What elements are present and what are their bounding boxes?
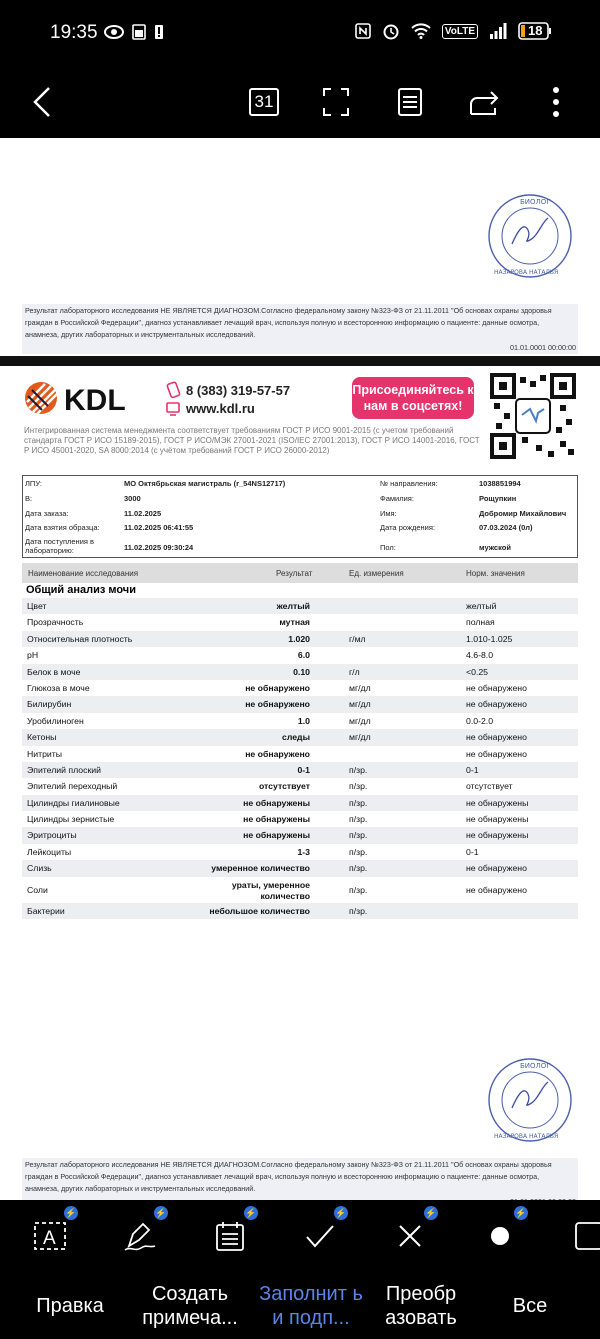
test-result: 6.0 bbox=[297, 650, 310, 661]
viewer-toolbar bbox=[0, 66, 600, 138]
table-row bbox=[22, 877, 578, 903]
test-reference: 0-1 bbox=[466, 764, 479, 775]
test-name: Соли bbox=[27, 884, 48, 895]
calendar-label: 31 bbox=[249, 88, 279, 116]
v-label: В: bbox=[25, 494, 33, 503]
table-row bbox=[22, 598, 578, 614]
fit-screen-icon[interactable] bbox=[314, 80, 358, 124]
test-result: не обнаружены bbox=[243, 797, 310, 808]
lab-phone[interactable] bbox=[166, 382, 290, 398]
test-reference: не обнаружены bbox=[466, 814, 529, 825]
test-result: мутная bbox=[279, 617, 310, 628]
v-value: 3000 bbox=[124, 494, 141, 503]
lpu-value: МО Октябрьская магистраль (r_54NS12717) bbox=[124, 479, 286, 488]
test-name: Билирубин bbox=[27, 699, 72, 710]
alarm-icon bbox=[382, 22, 400, 40]
network-badge: VoLTE bbox=[442, 24, 478, 39]
test-result: ураты, умеренное количество bbox=[231, 879, 310, 901]
header-unit: Ед. измерения bbox=[349, 569, 404, 578]
site-url: www.kdl.ru bbox=[186, 401, 255, 416]
table-row bbox=[22, 614, 578, 630]
test-result: не обнаружено bbox=[245, 748, 310, 759]
wifi-icon bbox=[411, 23, 431, 39]
lab-site[interactable] bbox=[166, 401, 255, 416]
table-row bbox=[22, 811, 578, 827]
birth-value: 07.03.2024 (0л) bbox=[479, 523, 533, 532]
test-result: не обнаружено bbox=[245, 682, 310, 693]
disclaimer-top bbox=[22, 304, 578, 354]
svg-text:A: A bbox=[43, 1228, 56, 1249]
alert-icon bbox=[154, 24, 164, 40]
svg-text:БИОЛОГ: БИОЛОГ bbox=[520, 198, 551, 206]
status-time: 19:35 bbox=[50, 22, 98, 43]
test-name: pH bbox=[27, 650, 39, 661]
test-name: Слизь bbox=[27, 863, 52, 874]
test-result: небольшое количество bbox=[209, 905, 310, 916]
name-value: Добромир Михайлович bbox=[479, 509, 567, 518]
test-reference: не обнаружено bbox=[466, 748, 527, 759]
back-icon[interactable] bbox=[20, 80, 64, 124]
test-reference: 0-1 bbox=[466, 846, 479, 857]
test-name: Глюкоза в моче bbox=[27, 682, 90, 693]
test-name: Относительная плотность bbox=[27, 633, 133, 644]
table-row bbox=[22, 844, 578, 860]
sample-date-label: Дата взятия образца: bbox=[25, 523, 100, 532]
ai-badge-icon: ⚡ bbox=[64, 1206, 78, 1220]
test-name: Цилиндры гиалиновые bbox=[27, 797, 120, 808]
birth-label: Дата рождения: bbox=[380, 523, 435, 532]
header-test-name: Наименование исследования bbox=[28, 569, 139, 578]
qr-code bbox=[490, 373, 576, 459]
test-unit: п/зр. bbox=[349, 863, 368, 874]
test-name: Эритроциты bbox=[27, 830, 77, 841]
svg-text:НАЗАРОВА НАТАЛЬЯ: НАЗАРОВА НАТАЛЬЯ bbox=[494, 1133, 559, 1140]
signal-icon bbox=[489, 23, 507, 39]
surname-label: Фамилия: bbox=[380, 494, 414, 503]
biologist-stamp-top bbox=[486, 192, 574, 280]
referral-label: № направления: bbox=[380, 479, 438, 488]
test-reference: не обнаружено bbox=[466, 732, 527, 743]
sex-label: Пол: bbox=[380, 543, 396, 552]
nfc-icon bbox=[355, 23, 371, 39]
test-result: следы bbox=[281, 732, 310, 743]
test-reference: 0.0-2.0 bbox=[466, 715, 494, 726]
test-name: Белок в моче bbox=[27, 666, 81, 677]
test-reference: не обнаружены bbox=[466, 830, 529, 841]
test-unit: п/зр. bbox=[349, 814, 368, 825]
test-reference: не обнаружено bbox=[466, 682, 527, 693]
surname-value: Рощупкин bbox=[479, 494, 517, 503]
kdl-logo-text: KDL bbox=[64, 384, 126, 417]
table-row bbox=[22, 903, 578, 919]
svg-text:НАЗАРОВА НАТАЛЬЯ: НАЗАРОВА НАТАЛЬЯ bbox=[494, 269, 559, 276]
test-name: Прозрачность bbox=[27, 617, 84, 628]
table-row bbox=[22, 778, 578, 794]
test-name: Кетоны bbox=[27, 732, 57, 743]
test-unit: п/зр. bbox=[349, 846, 368, 857]
test-result: умеренное количество bbox=[211, 863, 310, 874]
square-icon[interactable] bbox=[566, 1214, 600, 1258]
test-reference: не обнаружены bbox=[466, 797, 529, 808]
test-name: Нитриты bbox=[27, 748, 63, 759]
test-unit: г/л bbox=[349, 666, 360, 677]
disclaimer-text: Результат лабораторного исследования НЕ ЯВЛЯЕТСЯ ДИАГНОЗОМ.Согласно федеральному закону №323-ФЗ от 21.11.2011 "Об основах охраны здоровья граждан в Российской Федерации", диагноз устанавливает лечащий врач, используя полную и всестороннюю информацию о пациенте: данные осмотра, анамнеза, других лабораторных и инструментальных исследований. bbox=[25, 306, 552, 339]
header-result: Результат bbox=[276, 569, 313, 578]
bottom-tabs bbox=[0, 1268, 600, 1339]
test-result: 0-1 bbox=[297, 764, 310, 775]
test-name: Эпителий переходный bbox=[27, 781, 118, 792]
test-reference: 4.6-8.0 bbox=[466, 650, 494, 661]
checkmark-icon[interactable] bbox=[298, 1207, 347, 1258]
table-row bbox=[22, 664, 578, 680]
join-social-banner[interactable]: Присоединяйтесь к нам в соцсетях! bbox=[352, 377, 474, 419]
results-table-header bbox=[22, 563, 578, 583]
ai-badge-icon: ⚡ bbox=[514, 1206, 528, 1220]
eye-icon bbox=[104, 25, 124, 39]
battery-level: 18 bbox=[528, 23, 543, 38]
test-result: отсутствует bbox=[258, 781, 310, 792]
form-icon[interactable] bbox=[208, 1207, 257, 1258]
test-unit: п/зр. bbox=[349, 884, 368, 895]
document-code: 01.01.0001 00:00:00 bbox=[510, 343, 576, 352]
table-row bbox=[22, 713, 578, 729]
phone-number: 8 (383) 319-57-57 bbox=[186, 382, 291, 398]
kdl-logo bbox=[24, 380, 148, 421]
disclaimer-text-bottom: Результат лабораторного исследования НЕ ЯВЛЯЕТСЯ ДИАГНОЗОМ.Согласно федеральному закону №323-ФЗ от 21.11.2011 "Об основах охраны здоровья граждан в Российской Федерации", диагноз устанавливает лечащий врач, используя полную и всестороннюю информацию о пациенте: данные осмотра, анамнеза, других лабораторных и инструментальных исследований. bbox=[25, 1160, 552, 1193]
sex-value: мужской bbox=[479, 543, 511, 552]
test-unit: п/зр. bbox=[349, 797, 368, 808]
ai-badge-icon: ⚡ bbox=[244, 1206, 258, 1220]
test-unit: г/мл bbox=[349, 633, 366, 644]
ai-badge-icon: ⚡ bbox=[334, 1206, 348, 1220]
test-unit: п/зр. bbox=[349, 830, 368, 841]
test-unit: п/зр. bbox=[349, 764, 368, 775]
patient-info bbox=[22, 475, 578, 558]
test-result: 1.020 bbox=[288, 633, 310, 644]
referral-value: 1038851994 bbox=[479, 479, 521, 488]
test-reference: <0.25 bbox=[466, 666, 488, 677]
table-row bbox=[22, 827, 578, 843]
test-result: желтый bbox=[276, 601, 310, 611]
table-row bbox=[22, 762, 578, 778]
share-icon[interactable] bbox=[462, 80, 506, 124]
name-label: Имя: bbox=[380, 509, 397, 518]
test-result: 0.10 bbox=[293, 666, 310, 677]
results-table bbox=[22, 598, 578, 919]
test-unit: мг/дл bbox=[349, 682, 371, 693]
pdf-document[interactable] bbox=[0, 138, 600, 1200]
test-name: Цилиндры зернистые bbox=[27, 814, 115, 825]
test-result: не обнаружено bbox=[245, 699, 310, 710]
status-bar bbox=[0, 0, 600, 66]
test-reference: желтый bbox=[466, 601, 497, 611]
lpu-label: ЛПУ: bbox=[25, 479, 42, 488]
arrival-label: Дата поступления в лабораторию: bbox=[25, 537, 95, 555]
tab-edit[interactable]: Правка bbox=[36, 1295, 104, 1317]
test-unit: мг/дл bbox=[349, 715, 371, 726]
more-icon[interactable] bbox=[540, 80, 572, 124]
test-result: 1.0 bbox=[297, 715, 310, 726]
test-unit: мг/дл bbox=[349, 699, 371, 710]
text-box-icon[interactable] bbox=[28, 1207, 77, 1258]
test-reference: не обнаружено bbox=[466, 699, 527, 710]
tab-fill-and-sign[interactable]: Заполнит ь и подп... bbox=[259, 1283, 363, 1329]
cross-icon[interactable] bbox=[388, 1207, 437, 1258]
section-title: Общий анализ мочи bbox=[26, 584, 136, 596]
test-name: Уробилиноген bbox=[27, 715, 84, 726]
calendar-icon[interactable] bbox=[242, 80, 286, 124]
svg-text:БИОЛОГ: БИОЛОГ bbox=[520, 1062, 551, 1070]
table-row bbox=[22, 631, 578, 647]
table-row bbox=[22, 680, 578, 696]
order-date-value: 11.02.2025 bbox=[124, 509, 162, 518]
table-row bbox=[22, 696, 578, 712]
test-reference: отсутствует bbox=[466, 781, 513, 792]
test-unit: п/зр. bbox=[349, 781, 368, 792]
test-reference: не обнаружено bbox=[466, 863, 527, 874]
header-reference: Норм. значения bbox=[466, 569, 525, 578]
sim-icon bbox=[132, 24, 146, 40]
table-row bbox=[22, 729, 578, 745]
biologist-stamp-bottom bbox=[486, 1056, 574, 1144]
tab-create-note[interactable]: Создать примеча... bbox=[142, 1283, 238, 1329]
test-result: 1-3 bbox=[297, 846, 310, 857]
test-unit: мг/дл bbox=[349, 732, 371, 743]
reading-mode-icon[interactable] bbox=[388, 80, 432, 124]
ai-badge-icon: ⚡ bbox=[154, 1206, 168, 1220]
dot-icon[interactable] bbox=[478, 1207, 527, 1258]
battery-icon bbox=[518, 22, 552, 40]
table-row bbox=[22, 860, 578, 876]
test-reference: полная bbox=[466, 617, 495, 628]
table-row bbox=[22, 795, 578, 811]
table-row bbox=[22, 647, 578, 663]
sign-pen-icon[interactable] bbox=[118, 1207, 167, 1258]
test-reference: не обнаружено bbox=[466, 884, 527, 895]
page-separator bbox=[0, 356, 600, 366]
order-date-label: Дата заказа: bbox=[25, 509, 69, 518]
tab-convert[interactable]: Преобр азовать bbox=[385, 1283, 457, 1329]
test-reference: 1.010-1.025 bbox=[466, 633, 513, 644]
certification-text: Интегрированная система менеджмента соответствует требованиям ГОСТ Р ИСО 9001-2015 (с учетом требований стандарта ГОСТ Р ИСО 15189-2015), ГОСТ Р ИСО/МЭК 27001-2021 (ISO/IEC 27001:2013), ГОСТ Р ИСО 14001-2016, ГОСТ Р ИСО 45001-2020, SA 8000:2014 (с учётом требований ГОСТ Р ИСО 26000-2012) bbox=[24, 426, 480, 455]
test-result: не обнаружены bbox=[243, 830, 310, 841]
annotation-toolbar bbox=[0, 1200, 600, 1268]
ai-badge-icon: ⚡ bbox=[424, 1206, 438, 1220]
tab-all[interactable]: Все bbox=[512, 1295, 548, 1317]
test-unit: п/зр. bbox=[349, 905, 368, 916]
test-result: не обнаружены bbox=[243, 814, 310, 825]
arrival-value: 11.02.2025 09:30:24 bbox=[124, 543, 194, 552]
test-name: Цвет bbox=[27, 601, 47, 611]
test-name: Бактерии bbox=[27, 905, 65, 916]
sample-date-value: 11.02.2025 06:41:55 bbox=[124, 523, 194, 532]
table-row bbox=[22, 746, 578, 762]
test-name: Лейкоциты bbox=[27, 846, 72, 857]
test-name: Эпителий плоский bbox=[27, 764, 101, 775]
